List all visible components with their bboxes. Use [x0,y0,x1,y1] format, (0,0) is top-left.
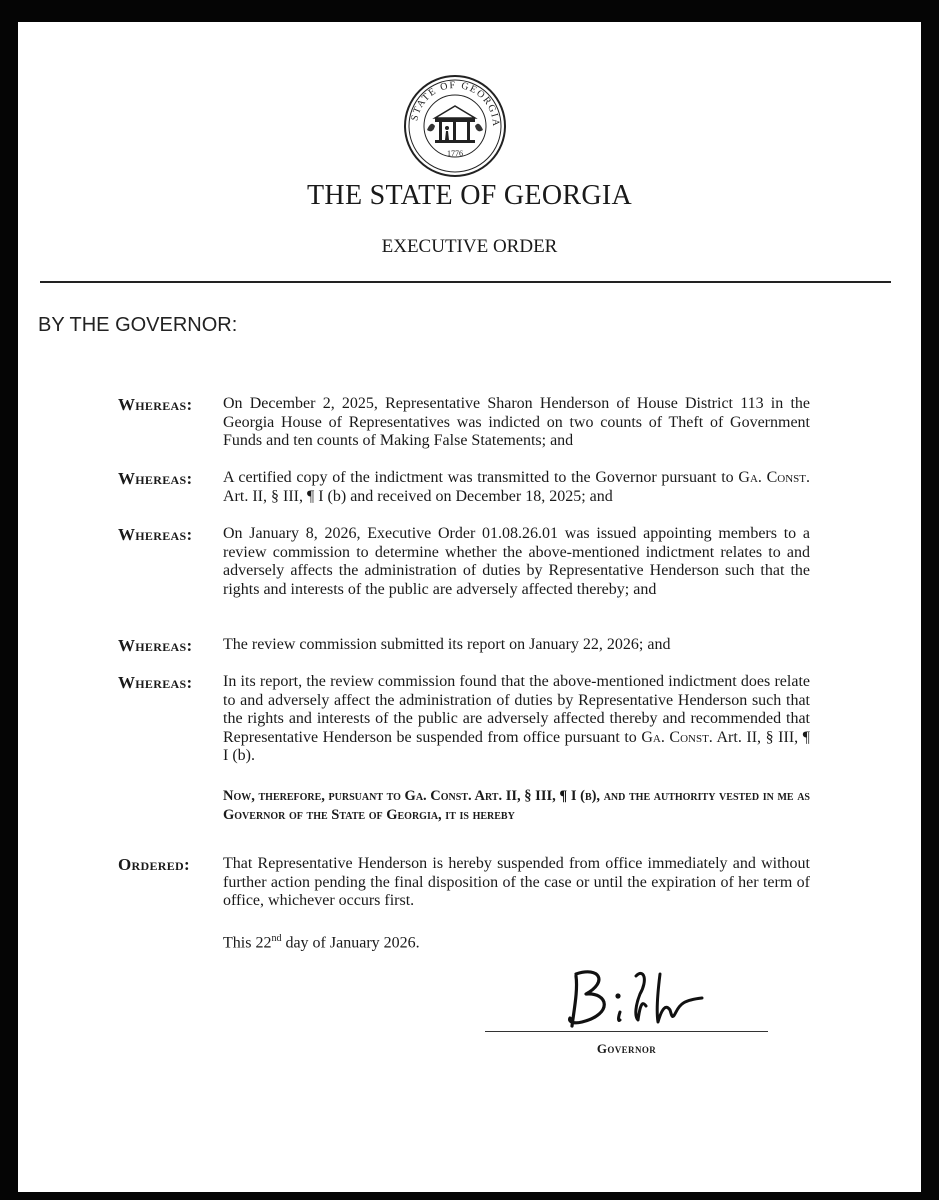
document-page [18,22,921,1192]
document-subtitle: EXECUTIVE ORDER [381,236,558,257]
whereas-label: Whereas: [118,395,193,414]
seal-year: 1776 [447,149,463,158]
signature-title: Governor [596,1041,657,1056]
ordered-label: Ordered: [118,855,190,874]
now-therefore-paragraph: Now, therefore, pursuant to Ga. Const. Art. II, § III, ¶ I (b), and the authority vested in me as Governor of the State of Georgia, it is hereby [223,788,810,823]
seal-ring-text: STATE OF GEORGIA [409,79,502,128]
governor-signature [556,960,716,1040]
whereas-label: Whereas: [118,469,193,488]
by-the-governor-heading: BY THE GOVERNOR: [38,314,238,336]
whereas-text: The review commission submitted its report on January 22, 2026; and [223,636,671,653]
georgia-seal-icon [403,74,507,178]
whereas-text: On January 8, 2026, Executive Order 01.08.26.01 was issued appointing members to a review commission to determine whether the above-mentioned indictment relates to and adversely affects the administration of duties by Representative Henderson such that the rights and interests of the public are adversely affected thereby; and [223,525,810,598]
date-line: This 22nd day of January 2026. [223,933,420,952]
signature-line [485,1031,768,1032]
whereas-text: On December 2, 2025, Representative Sharon Henderson of House District 113 in the Georgia House of Representatives was indicted on two counts of Theft of Government Funds and ten counts of Making False Statements; and [223,395,810,449]
header-divider [40,281,891,283]
ordered-text: That Representative Henderson is hereby suspended from office immediately and without further action pending the final disposition of the case or until the expiration of her term of office, whichever occurs first. [223,855,810,909]
whereas-label: Whereas: [118,636,193,655]
document-title: THE STATE OF GEORGIA [307,180,632,211]
whereas-label: Whereas: [118,525,193,544]
whereas-label: Whereas: [118,673,193,692]
whereas-text: In its report, the review commission found that the above-mentioned indictment does relate to and adversely affect the administration of duties by Representative Henderson such that the rights and interests of the public are adversely affected thereby and recommended that Representative Henderson be suspended from office pursuant to Ga. Const. Art. II, § III, ¶ I (b). [223,673,810,764]
whereas-text: A certified copy of the indictment was transmitted to the Governor pursuant to Ga. Const. Art. II, § III, ¶ I (b) and received on December 18, 2025; and [223,469,811,505]
